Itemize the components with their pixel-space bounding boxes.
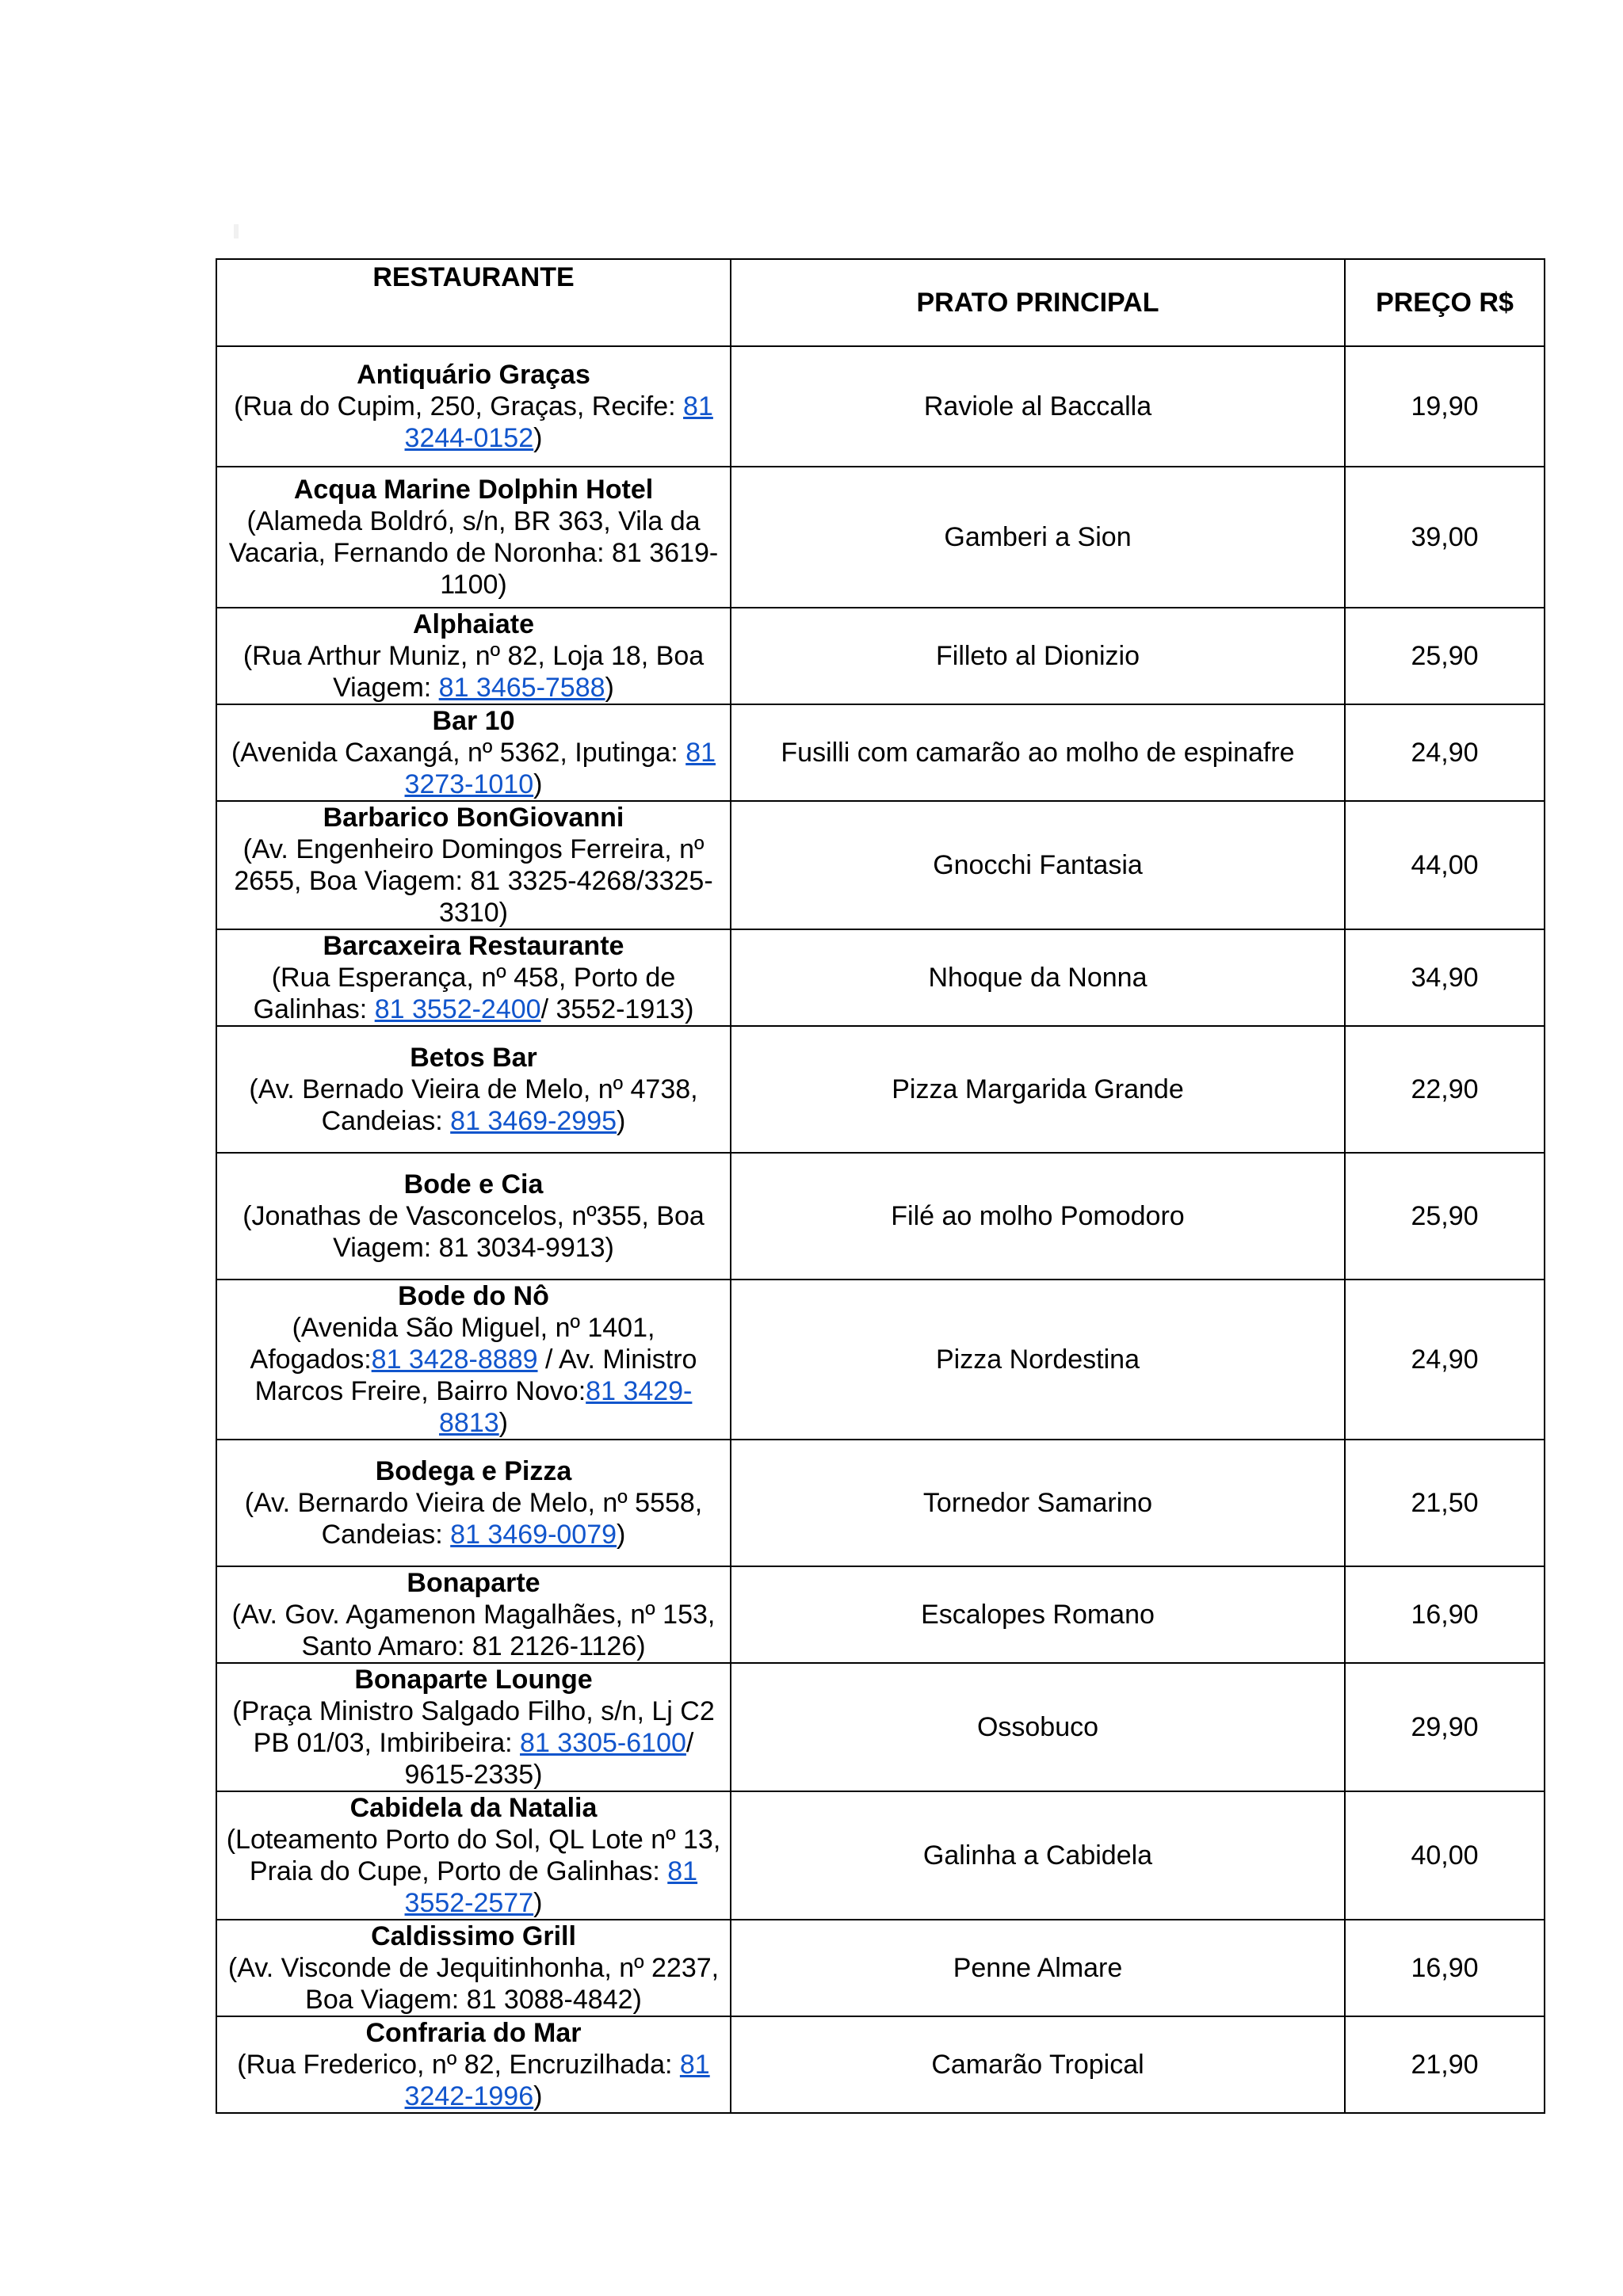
table-row <box>216 1920 1545 2016</box>
restaurant-name: Bonaparte <box>407 1568 540 1598</box>
phone-link[interactable]: 81 3273-1010 <box>404 738 716 799</box>
restaurant-name: Barcaxeira Restaurante <box>323 931 624 961</box>
restaurant-name: Bonaparte Lounge <box>354 1665 593 1695</box>
restaurant-address <box>222 833 725 929</box>
restaurant-address <box>222 1074 725 1137</box>
restaurant-address <box>222 505 725 601</box>
dish-cell: Pizza Margarida Grande <box>731 1026 1345 1153</box>
restaurant-cell <box>216 1026 731 1153</box>
restaurant-cell <box>216 1791 731 1920</box>
phone-link[interactable]: 81 3428-8889 <box>371 1344 538 1375</box>
address-text: ) <box>605 673 614 703</box>
restaurant-name: Confraria do Mar <box>365 2018 582 2048</box>
address-text: ) <box>533 423 543 453</box>
phone-link[interactable]: 81 3242-1996 <box>404 2050 710 2111</box>
address-text: (Rua Arthur Muniz, nº 82, Loja 18, Boa Viagem: <box>242 641 705 703</box>
restaurant-name: Bar 10 <box>432 706 515 736</box>
header-price: PREÇO R$ <box>1345 259 1545 346</box>
address-text: ) <box>617 1520 626 1550</box>
address-text: (Rua Esperança, nº 458, Porto de Galinhas: <box>253 963 676 1024</box>
table-row <box>216 1026 1545 1153</box>
restaurant-address <box>222 1952 725 2016</box>
address-text: ) <box>617 1106 626 1136</box>
header-restaurant: RESTAURANTE <box>216 259 731 346</box>
restaurant-name: Barbarico BonGiovanni <box>323 803 624 833</box>
price-cell: 19,90 <box>1345 346 1545 467</box>
address-text: ) <box>533 769 543 799</box>
phone-link[interactable]: 81 3244-0152 <box>404 391 713 453</box>
dish-cell: Fusilli com camarão ao molho de espinafre <box>731 704 1345 801</box>
dish-cell: Ossobuco <box>731 1663 1345 1791</box>
phone-link[interactable]: 81 3552-2400 <box>374 994 541 1024</box>
table-row <box>216 801 1545 929</box>
phone-link[interactable]: 81 3552-2577 <box>404 1856 698 1918</box>
address-text: (Praça Ministro Salgado Filho, s/n, Lj C2 PB 01/03, Imbiribeira: <box>232 1696 715 1758</box>
restaurant-name: Betos Bar <box>410 1043 537 1073</box>
address-text: (Avenida Caxangá, nº 5362, Iputinga: <box>231 738 686 768</box>
address-text: (Av. Visconde de Jequitinhonha, nº 2237, Boa Viagem: 81 3088-4842) <box>227 1953 720 2015</box>
price-cell: 39,00 <box>1345 467 1545 608</box>
table-row <box>216 1663 1545 1791</box>
restaurant-cell <box>216 1440 731 1566</box>
dish-cell: Raviole al Baccalla <box>731 346 1345 467</box>
restaurant-address <box>222 2049 725 2112</box>
restaurant-cell <box>216 346 731 467</box>
price-cell: 16,90 <box>1345 1566 1545 1663</box>
address-text: (Av. Bernado Vieira de Melo, nº 4738, Candeias: <box>249 1074 698 1136</box>
dish-cell: Filé ao molho Pomodoro <box>731 1153 1345 1280</box>
restaurant-address <box>222 1695 725 1791</box>
address-text: / 3552-1913) <box>540 994 694 1024</box>
restaurant-address <box>222 1312 725 1439</box>
dish-cell: Escalopes Romano <box>731 1566 1345 1663</box>
address-text: / 9615-2335) <box>404 1728 694 1790</box>
address-text: (Rua do Cupim, 250, Graças, Recife: <box>234 391 684 421</box>
restaurant-cell <box>216 704 731 801</box>
address-text: ) <box>533 1888 543 1918</box>
header-row <box>216 259 1545 346</box>
address-text: (Av. Engenheiro Domingos Ferreira, nº 2655, Boa Viagem: 81 3325-4268/3325-3310) <box>234 834 713 928</box>
restaurant-name: Alphaiate <box>412 609 535 639</box>
price-cell: 25,90 <box>1345 1153 1545 1280</box>
restaurant-name: Bode do Nô <box>398 1281 549 1311</box>
dish-cell: Gamberi a Sion <box>731 467 1345 608</box>
address-text: (Av. Gov. Agamenon Magalhães, nº 153, Santo Amaro: 81 2126-1126) <box>231 1600 716 1661</box>
restaurant-name: Cabidela da Natalia <box>349 1793 598 1823</box>
price-cell: 44,00 <box>1345 801 1545 929</box>
restaurant-cell <box>216 1566 731 1663</box>
restaurant-cell <box>216 1153 731 1280</box>
price-cell: 21,50 <box>1345 1440 1545 1566</box>
address-text: / Av. Ministro Marcos Freire, Bairro Novo: <box>254 1344 697 1406</box>
table-row <box>216 608 1545 704</box>
table-row <box>216 929 1545 1026</box>
price-cell: 22,90 <box>1345 1026 1545 1153</box>
restaurant-address <box>222 1599 725 1662</box>
price-cell: 16,90 <box>1345 1920 1545 2016</box>
restaurant-cell <box>216 2016 731 2113</box>
restaurant-cell <box>216 1280 731 1440</box>
table-row <box>216 1153 1545 1280</box>
restaurant-address <box>222 1487 725 1550</box>
restaurant-address <box>222 737 725 800</box>
restaurant-cell <box>216 801 731 929</box>
phone-link[interactable]: 81 3429-8813 <box>439 1376 693 1438</box>
table-row <box>216 1791 1545 1920</box>
restaurant-cell <box>216 608 731 704</box>
restaurant-name: Bode e Cia <box>403 1169 544 1199</box>
restaurant-name: Acqua Marine Dolphin Hotel <box>293 475 654 505</box>
scan-speck <box>234 224 239 238</box>
restaurant-address <box>222 962 725 1025</box>
price-cell: 34,90 <box>1345 929 1545 1026</box>
table-row <box>216 2016 1545 2113</box>
address-text: (Alameda Boldró, s/n, BR 363, Vila da Vacaria, Fernando de Noronha: 81 3619-1100) <box>228 506 719 600</box>
restaurant-cell <box>216 467 731 608</box>
address-text: ) <box>533 2081 543 2111</box>
dish-cell: Nhoque da Nonna <box>731 929 1345 1026</box>
dish-cell: Filleto al Dionizio <box>731 608 1345 704</box>
dish-cell: Pizza Nordestina <box>731 1280 1345 1440</box>
phone-link[interactable]: 81 3305-6100 <box>520 1728 686 1758</box>
restaurant-cell <box>216 1920 731 2016</box>
table-row <box>216 467 1545 608</box>
address-text: ) <box>498 1408 508 1438</box>
price-cell: 29,90 <box>1345 1663 1545 1791</box>
price-cell: 40,00 <box>1345 1791 1545 1920</box>
phone-link[interactable]: 81 3469-2995 <box>450 1106 617 1136</box>
restaurant-address <box>222 391 725 454</box>
dish-cell: Penne Almare <box>731 1920 1345 2016</box>
table-row <box>216 346 1545 467</box>
restaurant-name: Bodega e Pizza <box>375 1456 572 1486</box>
phone-link[interactable]: 81 3469-0079 <box>450 1520 617 1550</box>
restaurant-name: Caldissimo Grill <box>371 1921 576 1951</box>
price-cell: 25,90 <box>1345 608 1545 704</box>
table-row <box>216 1566 1545 1663</box>
restaurant-cell <box>216 929 731 1026</box>
dish-cell: Camarão Tropical <box>731 2016 1345 2113</box>
price-cell: 24,90 <box>1345 1280 1545 1440</box>
table-row <box>216 704 1545 801</box>
address-text: (Av. Bernardo Vieira de Melo, nº 5558, Candeias: <box>244 1488 703 1550</box>
restaurant-name: Antiquário Graças <box>357 360 590 390</box>
price-cell: 24,90 <box>1345 704 1545 801</box>
header-dish: PRATO PRINCIPAL <box>731 259 1345 346</box>
address-text: (Avenida São Miguel, nº 1401, Afogados: <box>250 1313 655 1375</box>
dish-cell: Galinha a Cabidela <box>731 1791 1345 1920</box>
address-text: (Loteamento Porto do Sol, QL Lote nº 13, Praia do Cupe, Porto de Galinhas: <box>226 1825 721 1886</box>
restaurant-address <box>222 1824 725 1919</box>
restaurant-address <box>222 640 725 704</box>
restaurant-cell <box>216 1663 731 1791</box>
address-text: (Jonathas de Vasconcelos, nº355, Boa Viagem: 81 3034-9913) <box>242 1201 705 1263</box>
restaurant-table <box>216 258 1545 2114</box>
dish-cell: Tornedor Samarino <box>731 1440 1345 1566</box>
table-row <box>216 1440 1545 1566</box>
phone-link[interactable]: 81 3465-7588 <box>438 673 605 703</box>
dish-cell: Gnocchi Fantasia <box>731 801 1345 929</box>
price-cell: 21,90 <box>1345 2016 1545 2113</box>
table-row <box>216 1280 1545 1440</box>
restaurant-address <box>222 1200 725 1264</box>
address-text: (Rua Frederico, nº 82, Encruzilhada: <box>237 2050 680 2080</box>
